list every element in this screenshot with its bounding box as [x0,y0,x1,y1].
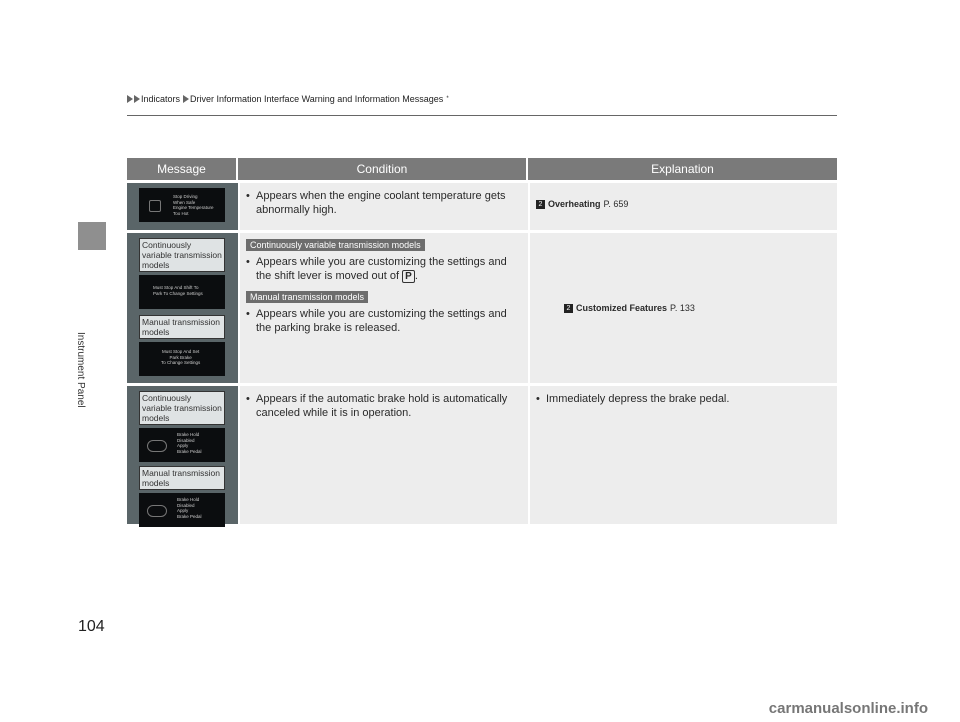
breadcrumb-item[interactable]: Indicators [141,94,181,104]
explanation-text: Immediately depress the brake pedal. [546,393,730,405]
triangle-icon [183,95,189,103]
model-tag: Manual transmission models [139,466,225,490]
breadcrumb-item[interactable]: Driver Information Interface Warning and Information Messages [190,94,444,104]
brake-hold-icon [147,505,167,517]
gear-p-icon: P [402,270,415,283]
table-row [127,183,837,230]
reference-arrow-icon: 2 [564,304,573,313]
cross-reference[interactable]: 2 Customized Features P. 133 [564,303,695,313]
brake-hold-icon [147,440,167,452]
message-cell [127,386,238,524]
section-tab [78,222,106,250]
side-label: Instrument Panel [75,332,86,408]
model-tag: Continuously variable transmission models [139,238,225,272]
message-screen: Must Stop And Set Park Brake To Change Settings [139,342,225,376]
model-tag: Manual transmission models [139,315,225,339]
page-number: 104 [78,618,105,635]
message-cell [127,233,238,383]
explanation-cell: • Immediately depress the brake pedal. [528,386,837,524]
condition-text: Appears if the automatic brake hold is automatically canceled while it is in operation. [256,393,508,419]
cross-reference[interactable]: 2 Overheating P. 659 [536,199,827,209]
breadcrumb [127,94,449,104]
message-cell [127,183,238,230]
condition-cell: • Appears if the automatic brake hold is automatically canceled while it is in operation. [238,386,528,524]
message-screen: Brake Hold Disabled Apply Brake Pedal [139,428,225,462]
explanation-cell [528,183,837,230]
explanation-cell [528,233,837,383]
header-rule [127,115,837,116]
condition-text: Appears while you are customizing the settings and the shift lever is moved out of [256,256,507,282]
message-screen: Brake Hold Disabled Apply Brake Pedal [139,493,225,527]
message-screen: Stop Driving When Safe Engine Temperature Too Hot [139,188,225,222]
header-condition: Condition [238,158,528,180]
table-row [127,386,837,524]
table-header [127,158,837,180]
header-explanation: Explanation [651,162,714,176]
condition-text: Appears while you are customizing the settings and the parking brake is released. [256,308,507,334]
condition-cell: • Appears when the engine coolant temperature gets abnormally high. [238,183,528,230]
message-screen: Must Stop And Shift To Park To Change Settings [139,275,225,309]
reference-arrow-icon: 2 [536,200,545,209]
asterisk: * [446,96,449,102]
model-label: Manual transmission models [246,291,368,303]
condition-text: Appears when the engine coolant temperature gets abnormally high. [256,190,506,216]
triangle-icon [134,95,140,103]
table-row [127,233,837,383]
model-tag: Continuously variable transmission models [139,391,225,425]
triangle-icon [127,95,133,103]
watermark: carmanualsonline.info [768,700,928,717]
header-message: Message [127,158,238,180]
condition-cell: Continuously variable transmission models • Appears while you are customizing the settings and the shift lever is moved out of P . Manual transmission models • Appears while you are customizing the settings and the parking brake is released. [238,233,528,383]
messages-table [127,158,837,524]
thermometer-icon [149,200,161,212]
model-label: Continuously variable transmission models [246,239,425,251]
